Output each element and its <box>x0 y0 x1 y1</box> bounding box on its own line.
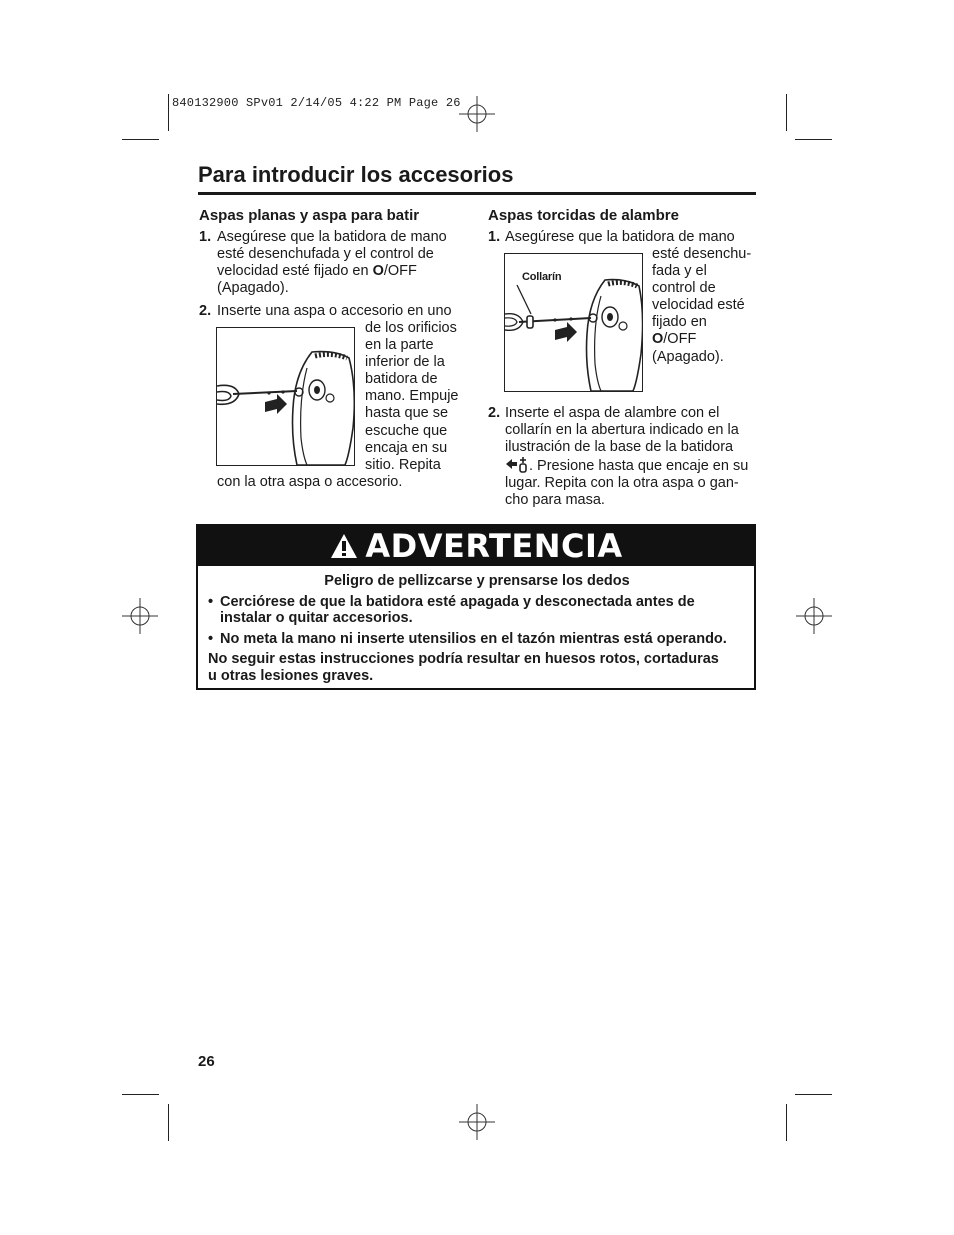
text-line: No seguir estas instrucciones podría resultar en huesos rotos, cortaduras <box>208 651 719 667</box>
crop-mark <box>795 139 832 140</box>
beater-base-symbol-icon <box>505 456 529 473</box>
warning-footer <box>208 651 746 684</box>
text-line: hasta que se <box>365 405 449 422</box>
text-line: con la otra aspa o accesorio. <box>217 474 403 490</box>
page-title: Para introducir los accesorios <box>198 162 514 187</box>
text-line: No meta la mano ni inserte utensilios en el tazón mientras está operando. <box>220 630 727 647</box>
text-line: lugar. Repita con la otra aspa o gan- <box>505 475 739 492</box>
text-line: u otras lesiones graves. <box>208 667 374 684</box>
warning-header <box>198 526 754 566</box>
warning-triangle-icon <box>329 532 359 560</box>
title-rule <box>198 192 756 195</box>
text-line: control de <box>652 280 716 297</box>
warning-title: ADVERTENCIA <box>365 527 623 565</box>
registration-target-icon <box>459 96 495 132</box>
warning-subtitle: Peligro de pellizcarse y prensarse los dedos <box>324 573 630 589</box>
right-step-2 <box>488 405 767 510</box>
text-line: (Apagado). <box>652 348 724 365</box>
crop-mark <box>786 1104 787 1141</box>
text-line: velocidad esté fijado en O/OFF <box>217 263 417 280</box>
text-line: collarín en la abertura indicado en la <box>505 422 739 439</box>
print-slug: 840132900 SPv01 2/14/05 4:22 PM Page 26 <box>172 96 461 110</box>
text-line: batidora de <box>365 371 438 388</box>
right-heading: Aspas torcidas de alambre <box>488 207 679 224</box>
step-number: 1. <box>199 229 212 245</box>
text-line: Cerciórese de que la batidora esté apagada y desconectada antes de <box>220 593 695 610</box>
text-line: Inserte una aspa o accesorio en uno <box>217 303 452 319</box>
crop-mark <box>168 94 169 131</box>
step-number: 1. <box>488 229 501 245</box>
right-step-1 <box>488 229 735 246</box>
warning-bullet: • Cerciórese de que la batidora esté apagada y desconectada antes de instalar o quitar accesorios. <box>208 593 695 626</box>
text-line: de los orificios <box>365 320 457 336</box>
wire-beater-illustration <box>504 253 643 392</box>
warning-bullet: • No meta la mano ni inserte utensilios en el tazón mientras está operando. <box>208 630 727 647</box>
registration-target-icon <box>796 598 832 634</box>
crop-mark <box>168 1104 169 1141</box>
text-line: (Apagado). <box>217 280 289 297</box>
step-number: 2. <box>488 405 501 421</box>
text-line: ilustración de la base de la batidora <box>505 439 734 456</box>
collar-label: Collarín <box>522 271 562 283</box>
text-line: encaja en su <box>365 439 448 456</box>
registration-target-icon <box>459 1104 495 1140</box>
text-line: Asegúrese que la batidora de mano <box>217 229 447 245</box>
text-line: esté desenchu- <box>652 246 752 262</box>
left-step-1 <box>199 229 477 297</box>
text-line: velocidad esté <box>652 297 745 314</box>
warning-box <box>196 524 756 690</box>
text-line: instalar o quitar accesorios. <box>220 610 413 626</box>
page-number: 26 <box>198 1053 215 1070</box>
text-line: fada y el <box>652 263 707 280</box>
left-step-2-side <box>365 320 459 474</box>
text-line: cho para masa. <box>505 492 605 509</box>
text-line: . Presione hasta que encaje en su <box>505 456 767 475</box>
crop-mark <box>122 139 159 140</box>
left-step-2 <box>199 303 452 320</box>
text-line: O/OFF <box>652 331 697 348</box>
text-line: Asegúrese que la batidora de mano <box>505 229 735 245</box>
registration-target-icon <box>122 598 158 634</box>
text-line: mano. Empuje <box>365 388 459 405</box>
right-step-1-side <box>652 246 751 366</box>
crop-mark <box>786 94 787 131</box>
text-line: en la parte <box>365 337 434 354</box>
text-line: Inserte el aspa de alambre con el <box>505 405 720 421</box>
crop-mark <box>122 1094 159 1095</box>
beater-insert-illustration <box>216 327 355 466</box>
text-line: escuche que <box>365 422 448 439</box>
step-number: 2. <box>199 303 212 319</box>
text-line: sitio. Repita <box>365 456 441 473</box>
left-heading: Aspas planas y aspa para batir <box>199 207 420 224</box>
text-line: esté desenchufada y el control de <box>217 246 434 263</box>
text-line: fijado en <box>652 314 707 331</box>
warning-body <box>208 573 746 684</box>
crop-mark <box>795 1094 832 1095</box>
text-line: inferior de la <box>365 354 445 371</box>
